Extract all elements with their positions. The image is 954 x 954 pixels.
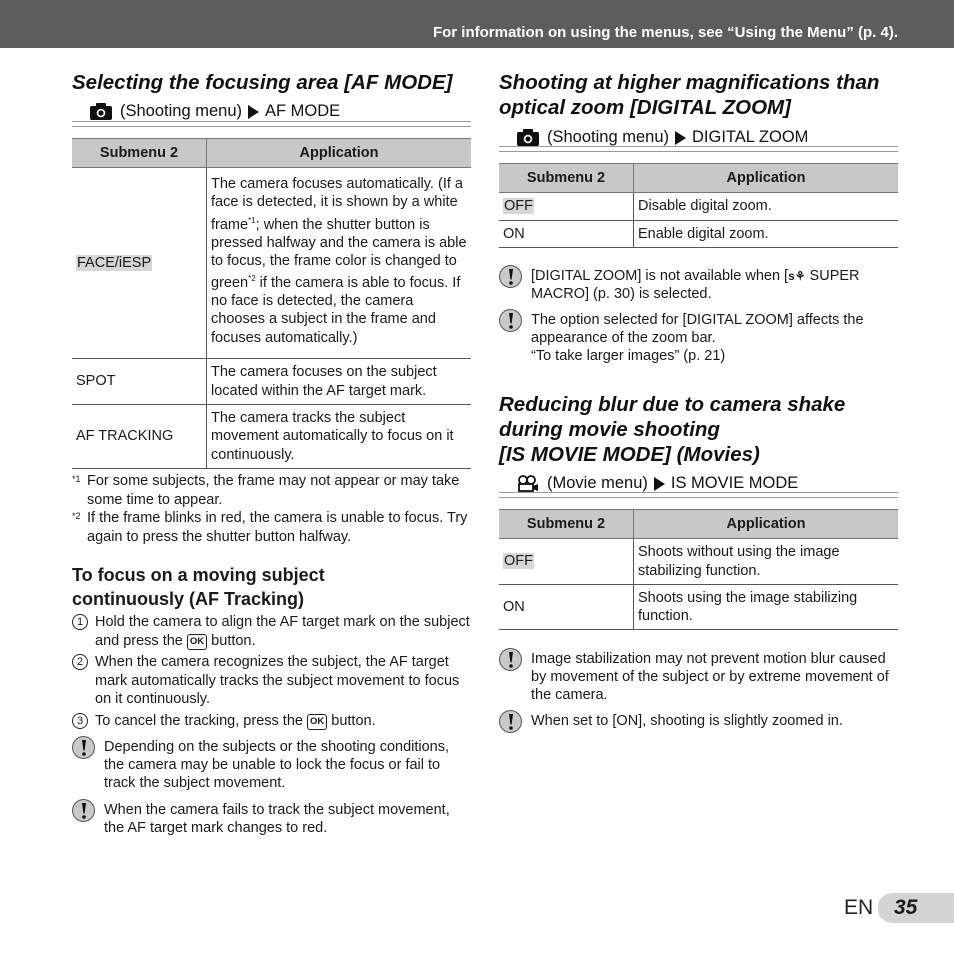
step-number: 3 [72, 713, 88, 729]
table-header-submenu: Submenu 2 [499, 510, 634, 539]
table-cell-application: Disable digital zoom. [634, 193, 899, 221]
step-text-a: To cancel the tracking, press the [95, 713, 307, 729]
note-text-a: The option selected for [DIGITAL ZOOM] affects the appearance of the zoom bar. [531, 312, 864, 347]
table-cell-application: Enable digital zoom. [634, 221, 899, 248]
submenu-value: OFF [504, 553, 533, 570]
step-text: When the camera recognizes the subject, the AF target mark automatically tracks the subject movement to focus on it continuously. [95, 654, 460, 707]
caution-note [72, 801, 471, 839]
step-item [72, 712, 471, 732]
caution-icon [499, 648, 522, 671]
step-text [95, 712, 471, 731]
arrow-right-icon [675, 131, 686, 145]
digital-zoom-menu-path [517, 128, 808, 147]
submenu-value: OFF [504, 198, 533, 215]
app-text: if the camera is able to focus. If no face is detected, the camera chooses a subject in the frame and focuses automatically.) [211, 274, 461, 346]
super-macro-icon-letter: s [788, 269, 795, 283]
table-cell-submenu [72, 168, 207, 359]
table-header-application: Application [634, 164, 899, 193]
step-item [72, 653, 471, 710]
is-movie-menu-path [517, 474, 798, 493]
menu-item-label: AF MODE [265, 102, 341, 120]
double-rule [499, 146, 898, 152]
ok-button-icon: OK [187, 634, 207, 650]
table-cell-submenu [499, 193, 634, 221]
table-header-row [499, 164, 898, 193]
step-text-a: Hold the camera to align the AF target mark on the subject and press the [95, 614, 470, 649]
footnote-mark: *1 [72, 474, 81, 484]
af-mode-menu-path [90, 102, 340, 121]
table-header-submenu: Submenu 2 [72, 139, 207, 168]
step-text-b: button. [207, 632, 256, 649]
af-mode-table [72, 138, 471, 469]
note-text: When the camera fails to track the subject movement, the AF target mark changes to red. [104, 802, 450, 837]
super-macro-icon: s⚘ [788, 269, 806, 283]
caution-icon [499, 309, 522, 332]
caution-icon [72, 736, 95, 759]
caution-icon [499, 265, 522, 288]
table-cell-submenu: AF TRACKING [72, 405, 207, 469]
table-cell-application: The camera tracks the subject movement automatically to focus on it continuously. [207, 405, 472, 469]
note-text [531, 267, 898, 303]
step-number: 2 [72, 654, 88, 670]
note-text [531, 311, 898, 366]
menu-path-label: (Shooting menu) [547, 128, 669, 146]
table-row [499, 585, 898, 630]
table-cell-application: The camera focuses on the subject located within the AF target mark. [207, 359, 472, 405]
note-text-b: SUPER MACRO] (p. 30) is selected. [531, 268, 860, 303]
superscript: *1 [248, 215, 256, 225]
caution-note [72, 738, 471, 794]
step-text-b: button. [327, 713, 376, 729]
af-mode-title: Selecting the focusing area [AF MODE] [72, 71, 453, 94]
note-reference: “To take larger images” (p. 21) [531, 348, 726, 365]
digital-zoom-table [499, 163, 898, 248]
arrow-right-icon [654, 477, 665, 491]
table-cell-submenu: ON [499, 585, 634, 630]
menu-item-label: IS MOVIE MODE [670, 474, 799, 492]
language-label: EN [844, 896, 874, 919]
app-text: The camera focuses automatically. (If a face is detected, it is shown by a white frame [211, 176, 463, 233]
header-bar [0, 0, 954, 48]
table-header-application: Application [634, 510, 899, 539]
step-number: 1 [72, 614, 88, 630]
double-rule [499, 492, 898, 498]
submenu-value: FACE/iESP [77, 254, 152, 271]
page-number-tab [878, 893, 954, 923]
header-info: For information on using the menus, see “Using the Menu” (p. 4). [432, 24, 898, 41]
table-row [499, 539, 898, 585]
footnote-mark: *2 [72, 511, 81, 521]
ok-button-icon: OK [307, 714, 327, 730]
table-cell-application: Shoots using the image stabilizing function. [634, 585, 899, 630]
table-header-row [72, 139, 471, 168]
caution-note [499, 311, 898, 367]
table-cell-submenu: SPOT [72, 359, 207, 405]
table-cell-submenu: ON [499, 221, 634, 248]
superscript: *2 [248, 274, 256, 284]
is-movie-title-line1: Reducing blur due to camera shake during movie shooting [499, 393, 846, 441]
note-text: Depending on the subjects or the shooting conditions, the camera may be unable to lock the focus or fail to track the subject movement. [104, 739, 450, 792]
caution-icon [499, 710, 522, 733]
caution-note [499, 650, 898, 706]
is-movie-table [499, 509, 898, 630]
caution-icon [72, 799, 95, 822]
table-row [72, 359, 471, 405]
note-text: Image stabilization may not prevent motion blur caused by movement of the subject or by extreme movement of the camera. [531, 651, 889, 704]
table-header-application: Application [207, 139, 472, 168]
camera-icon [517, 129, 539, 146]
digital-zoom-title: Shooting at higher magnifications than optical zoom [DIGITAL ZOOM] [499, 71, 880, 119]
movie-camera-icon [517, 475, 539, 492]
step-item [72, 613, 471, 651]
footnote [72, 472, 471, 510]
menu-item-label: DIGITAL ZOOM [692, 128, 809, 146]
note-text: When set to [ON], shooting is slightly zoomed in. [531, 713, 843, 729]
app-text: ; when the shutter button is pressed halfway and the camera is able to focus, the frame color is changed to green [211, 216, 467, 291]
menu-path-label: (Shooting menu) [120, 102, 242, 120]
arrow-right-icon [248, 105, 259, 119]
camera-icon [90, 103, 112, 120]
caution-note [499, 267, 898, 305]
menu-path-label: (Movie menu) [547, 474, 648, 492]
caution-note [499, 712, 898, 732]
af-tracking-title: To focus on a moving subject continuously (AF Tracking) [72, 565, 325, 609]
double-rule [72, 121, 471, 127]
page-number: 35 [894, 896, 918, 919]
is-movie-title-line2: [IS MOVIE MODE] (Movies) [499, 443, 760, 466]
footnote-text: For some subjects, the frame may not appear or may take some time to appear. [87, 473, 460, 508]
table-header-submenu: Submenu 2 [499, 164, 634, 193]
table-cell-application: Shoots without using the image stabilizing function. [634, 539, 899, 585]
table-row [72, 168, 471, 359]
table-row [499, 193, 898, 221]
footnote-text: If the frame blinks in red, the camera is unable to focus. Try again to press the shutter button halfway. [87, 510, 468, 545]
step-text [95, 613, 471, 650]
table-cell-application [207, 168, 472, 359]
note-text-a: [DIGITAL ZOOM] is not available when [ [531, 268, 789, 284]
is-movie-title [499, 392, 898, 467]
table-cell-submenu [499, 539, 634, 585]
table-row [72, 405, 471, 469]
table-header-row [499, 510, 898, 539]
table-row [499, 221, 898, 248]
footnote [72, 509, 471, 547]
